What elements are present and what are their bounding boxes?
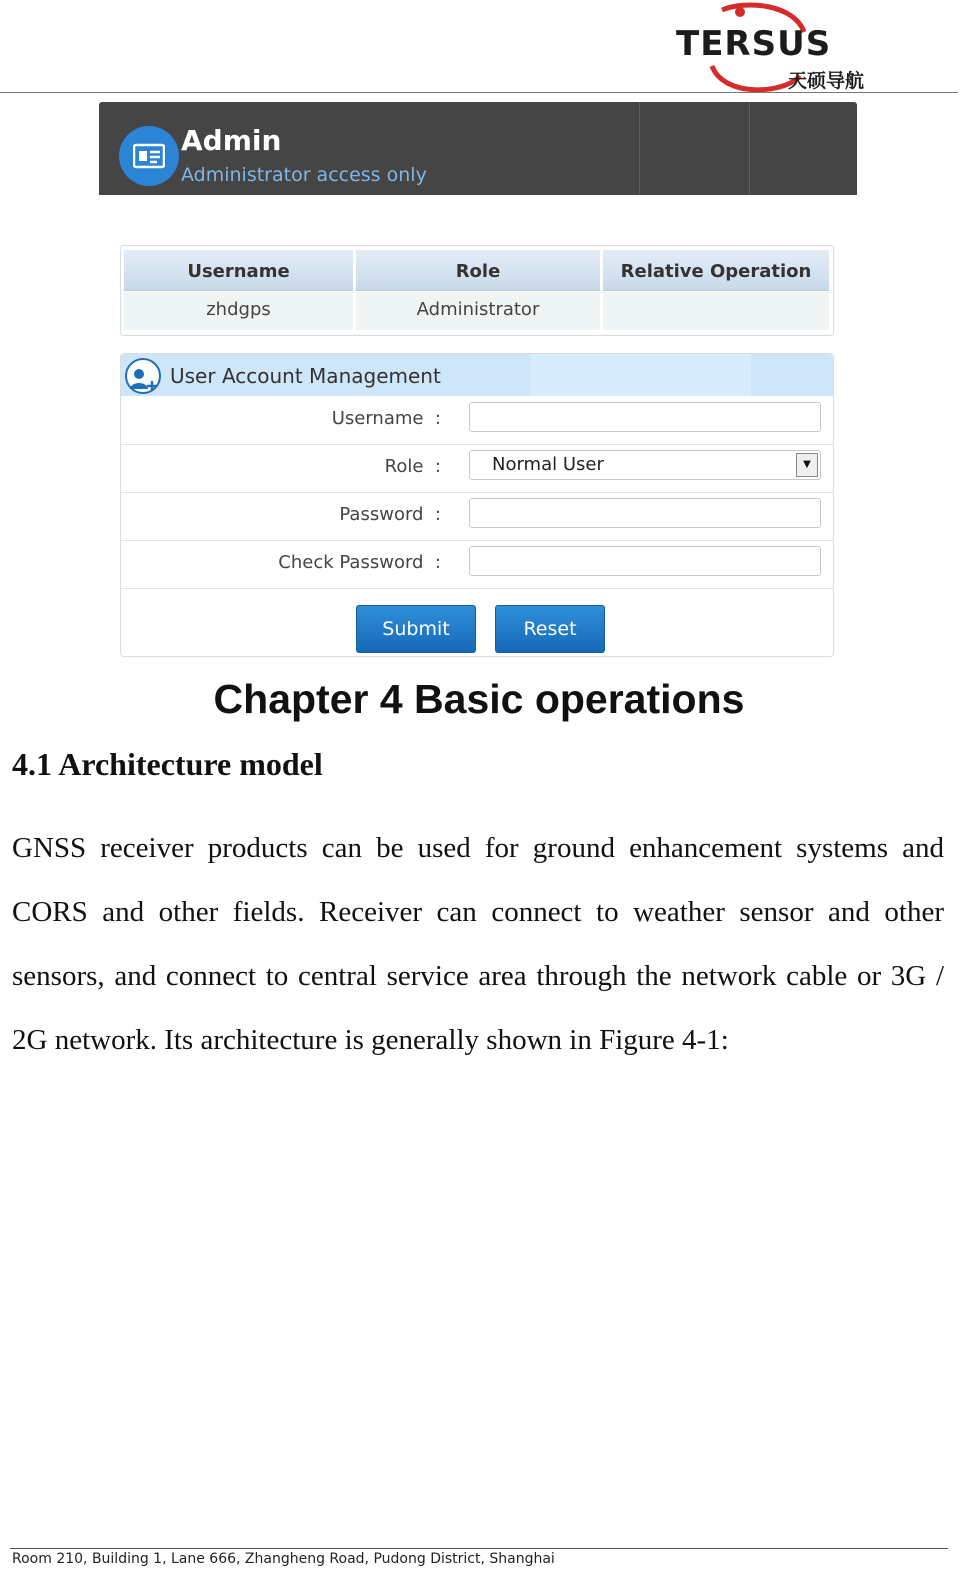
username-label: Username : (331, 408, 441, 429)
role-select[interactable] (469, 450, 821, 480)
column-header-username: Username (124, 250, 353, 291)
check-password-input[interactable] (469, 546, 821, 576)
banner-divider (639, 102, 640, 195)
add-user-icon (123, 357, 163, 395)
table-cell-operation (603, 292, 829, 330)
chevron-down-icon[interactable]: ▼ (796, 453, 818, 477)
table-cell-role: Administrator (356, 292, 600, 330)
reset-button[interactable]: Reset (495, 605, 605, 653)
section-heading: 4.1 Architecture model (12, 746, 323, 782)
form-row-username (121, 396, 833, 445)
paragraph-line: 2G network. Its architecture is generally shown in Figure 4-1: (12, 1024, 729, 1056)
body-paragraph (12, 816, 944, 1072)
admin-subtitle: Administrator access only (181, 164, 427, 186)
chapter-title: Chapter 4 Basic operations (213, 676, 745, 722)
paragraph-line: GNSS receiver products can be used for ground enhancement systems and (12, 832, 944, 864)
column-header-role: Role (356, 250, 600, 291)
role-select-value: Normal User (492, 454, 604, 475)
check-password-label: Check Password : (278, 552, 441, 573)
user-table (120, 245, 834, 336)
password-input[interactable] (469, 498, 821, 528)
table-cell-username: zhdgps (124, 292, 353, 330)
logo-subtitle: 天硕导航 (788, 70, 865, 92)
header-divider (0, 92, 958, 93)
form-row-role (121, 444, 833, 493)
header-highlight (531, 354, 751, 396)
username-input[interactable] (469, 402, 821, 432)
form-title: User Account Management (170, 364, 441, 388)
paragraph-line: sensors, and connect to central service area through the network cable or 3G / (12, 960, 944, 992)
admin-banner (99, 102, 857, 195)
footer-divider (10, 1548, 948, 1549)
banner-divider (749, 102, 750, 195)
user-account-form (120, 353, 834, 657)
form-header (121, 354, 833, 396)
form-row-password (121, 492, 833, 541)
column-header-relative-operation: Relative Operation (603, 250, 829, 291)
submit-button[interactable]: Submit (356, 605, 476, 653)
logo-wordmark: TERSUS (676, 24, 832, 64)
admin-title: Admin (181, 124, 282, 157)
id-card-icon (119, 126, 179, 186)
form-row-check-password (121, 540, 833, 589)
role-label: Role : (384, 456, 441, 477)
company-logo (676, 2, 876, 94)
paragraph-line: CORS and other fields. Receiver can connect to weather sensor and other (12, 896, 944, 928)
footer-address: Room 210, Building 1, Lane 666, Zhangheng Road, Pudong District, Shanghai (12, 1551, 555, 1567)
password-label: Password : (339, 504, 441, 525)
